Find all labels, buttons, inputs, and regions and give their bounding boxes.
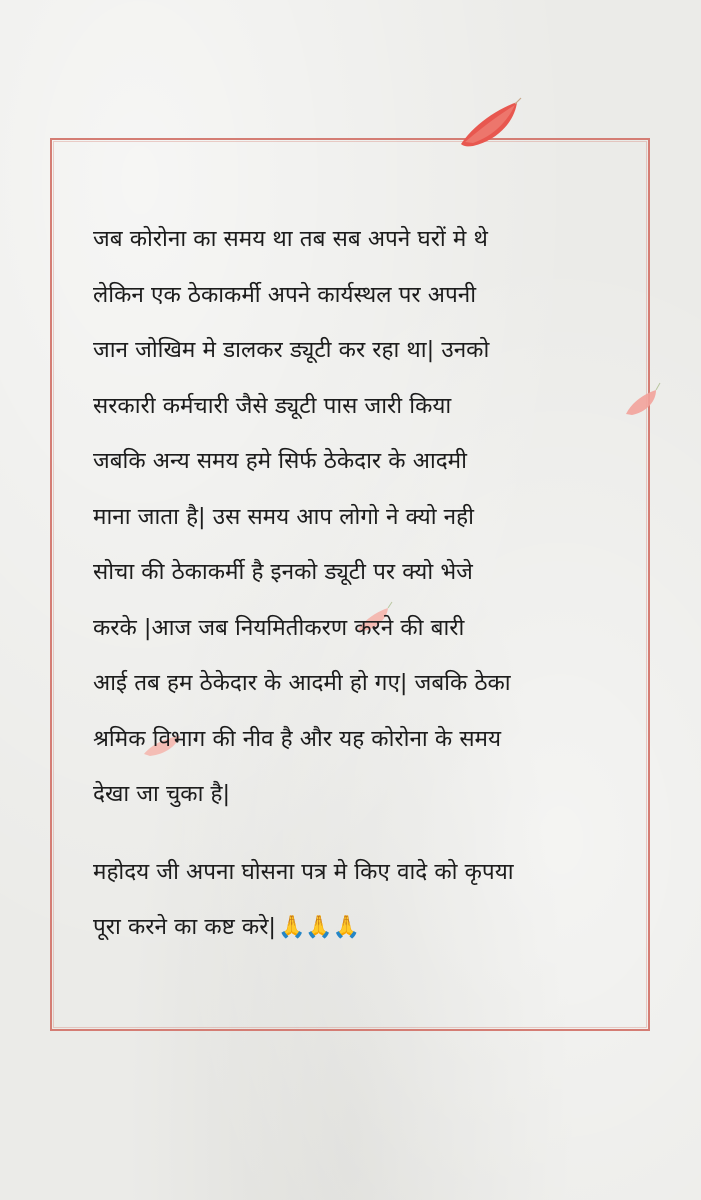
paragraph-gap xyxy=(93,823,633,845)
text-line: महोदय जी अपना घोसना पत्र मे किए वादे को कृपया xyxy=(93,858,514,885)
text-line: देखा जा चुका है| xyxy=(93,781,231,807)
text-line: जब कोरोना का समय था तब सब अपने घरों मे थे xyxy=(93,226,488,252)
text-line: सरकारी कर्मचारी जैसे ड्यूटी पास जारी किया xyxy=(93,392,452,419)
folded-hands-icon: 🙏🙏🙏 xyxy=(277,915,361,940)
text-line: आई तब हम ठेकेदार के आदमी हो गए| जबकि ठेका xyxy=(93,670,511,696)
text-line: जान जोखिम मे डालकर ड्यूटी कर रहा था| उनको xyxy=(93,337,490,363)
text-line: सोचा की ठेकाकर्मी है इनको ड्यूटी पर क्यो भेजे xyxy=(93,559,473,585)
text-line: लेकिन एक ठेकाकर्मी अपने कार्यस्थल पर अपनी xyxy=(93,281,477,308)
text-line: माना जाता है| उस समय आप लोगो ने क्यो नही xyxy=(93,503,474,530)
text-line: पूरा करने का कष्ट करे| xyxy=(93,914,276,940)
rose-petal-icon xyxy=(455,96,525,152)
text-line-with-emoji xyxy=(93,900,633,956)
paragraph-1 xyxy=(93,212,633,823)
text-line: जबकि अन्य समय हमे सिर्फ ठेकेदार के आदमी xyxy=(93,448,467,474)
letter-text xyxy=(93,212,633,956)
paragraph-2 xyxy=(93,845,633,956)
text-line: श्रमिक विभाग की नीव है और यह कोरोना के समय xyxy=(93,725,502,752)
text-line: करके |आज जब नियमितीकरण करने की बारी xyxy=(93,614,465,641)
